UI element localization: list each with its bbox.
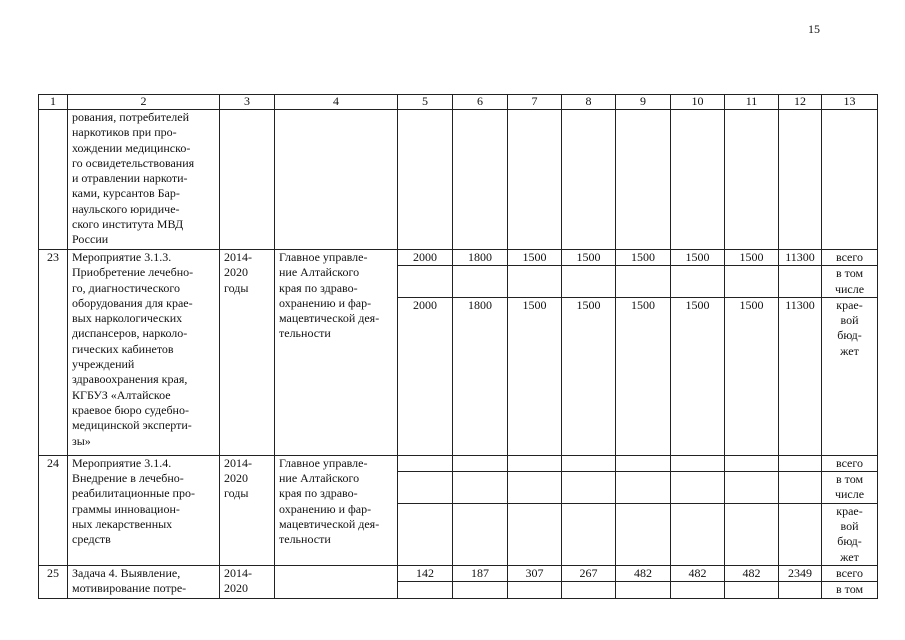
funding-type-cell: в том	[822, 582, 878, 598]
funding-type-cell: в том числе	[822, 266, 878, 298]
value-cell: 1500	[508, 297, 562, 455]
value-cell: 2000	[398, 250, 453, 266]
row-number: 24	[39, 455, 68, 565]
header-row	[39, 95, 878, 110]
value-cell: 1500	[671, 250, 725, 266]
total-value-cell: 11300	[779, 297, 822, 455]
years-cell: 2014- 2020 годы	[220, 250, 275, 456]
header-cell: 10	[671, 95, 725, 110]
header-cell: 9	[616, 95, 671, 110]
value-cell: 482	[616, 565, 671, 581]
total-value-cell: 2349	[779, 565, 822, 581]
value-cell: 482	[725, 565, 779, 581]
header-cell: 7	[508, 95, 562, 110]
value-cell: 267	[562, 565, 616, 581]
header-cell: 8	[562, 95, 616, 110]
header-cell: 2	[68, 95, 220, 110]
years-cell: 2014- 2020 годы	[220, 455, 275, 565]
years-cell: 2014- 2020	[220, 565, 275, 598]
value-cell: 307	[508, 565, 562, 581]
value-cell: 187	[453, 565, 508, 581]
value-cell: 1800	[453, 250, 508, 266]
row-number: 23	[39, 250, 68, 456]
measure-description: Мероприятие 3.1.4. Внедрение в лечебно- реабилитационные про- граммы инновацион- ных лекарственных средств	[68, 455, 220, 565]
value-cell: 1500	[562, 250, 616, 266]
value-cell: 142	[398, 565, 453, 581]
header-cell: 6	[453, 95, 508, 110]
executor-cell	[275, 565, 398, 598]
executor-cell: Главное управле- ние Алтайского края по здраво- охранению и фар- мацевтической дея- тельности	[275, 455, 398, 565]
header-cell: 3	[220, 95, 275, 110]
header-cell: 12	[779, 95, 822, 110]
value-cell: 482	[671, 565, 725, 581]
value-cell: 1500	[616, 297, 671, 455]
funding-type-cell: всего	[822, 250, 878, 266]
table-row	[39, 565, 878, 581]
measure-description: Мероприятие 3.1.3. Приобретение лечебно- го, диагностического оборудования для крае- вых наркологических диспансеров, нарколо- гических кабинетов учреждений здравоохранения края, КГБУЗ «Алтайское краевое бюро судебно- медицинской эксперти- зы»	[68, 250, 220, 456]
table-row	[39, 110, 878, 250]
value-cell: 1500	[725, 297, 779, 455]
funding-type-cell: всего	[822, 565, 878, 581]
value-cell: 1800	[453, 297, 508, 455]
funding-type-cell: крае- вой бюд- жет	[822, 503, 878, 565]
table-row	[39, 455, 878, 471]
header-cell: 11	[725, 95, 779, 110]
value-cell: 1500	[671, 297, 725, 455]
funding-type-cell: в том числе	[822, 472, 878, 504]
page-number: 15	[808, 22, 820, 36]
funding-type-cell: всего	[822, 455, 878, 471]
measure-description: рования, потребителей наркотиков при про- хождении медицинско- го освидетельствования и отравлении наркоти- ками, курсантов Бар- наульского юридиче- ского института МВД России	[68, 110, 220, 250]
program-table	[38, 94, 878, 599]
funding-type-cell: крае- вой бюд- жет	[822, 297, 878, 455]
value-cell: 1500	[616, 250, 671, 266]
header-cell: 4	[275, 95, 398, 110]
header-cell: 1	[39, 95, 68, 110]
value-cell: 1500	[725, 250, 779, 266]
total-value-cell: 11300	[779, 250, 822, 266]
value-cell: 2000	[398, 297, 453, 455]
table-row	[39, 250, 878, 266]
header-cell: 13	[822, 95, 878, 110]
value-cell: 1500	[508, 250, 562, 266]
header-cell: 5	[398, 95, 453, 110]
value-cell: 1500	[562, 297, 616, 455]
executor-cell: Главное управле- ние Алтайского края по здраво- охранению и фар- мацевтической дея- тельности	[275, 250, 398, 456]
measure-description: Задача 4. Выявление, мотивирование потре-	[68, 565, 220, 598]
row-number: 25	[39, 565, 68, 598]
